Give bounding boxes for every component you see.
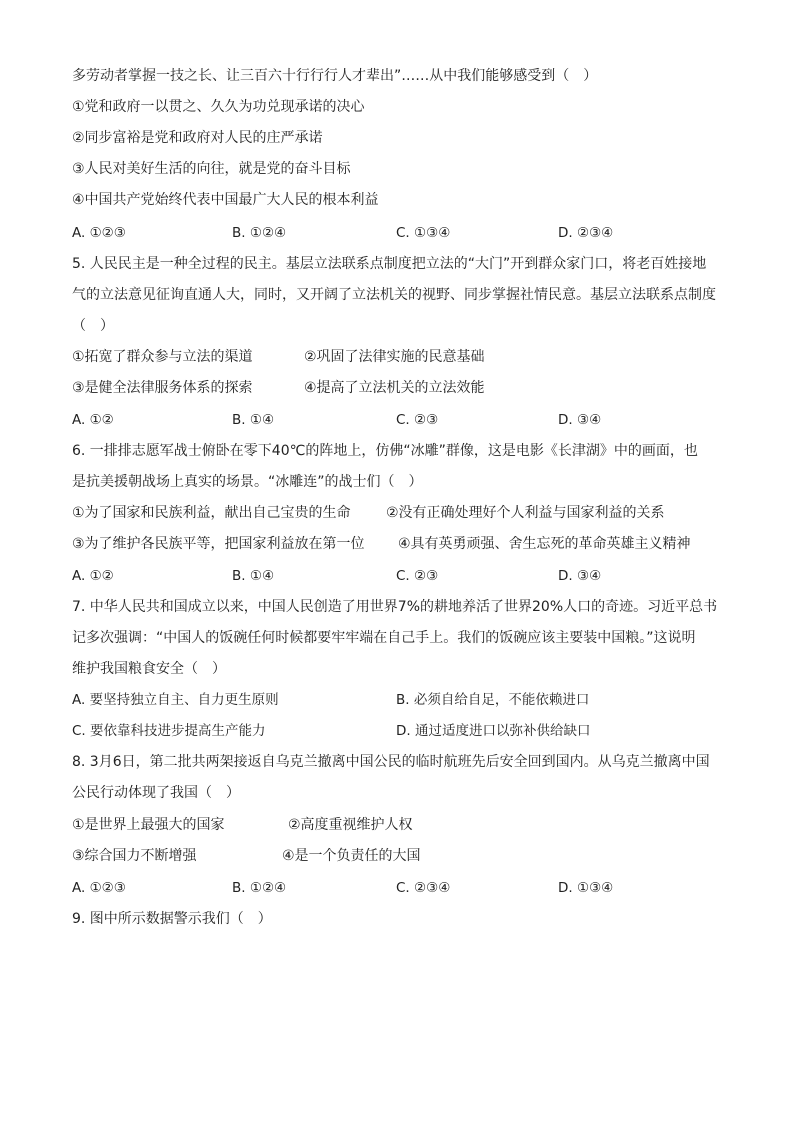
option-d: D. 通过适度进口以弥补供给缺口 bbox=[396, 723, 591, 739]
statement: ③综合国力不断增强 bbox=[72, 848, 197, 864]
question-stem: 气的立法意见征询直通人大，同时，又开阔了立法机关的视野、同步掌握社情民意。基层立法联系点制度 bbox=[72, 287, 716, 303]
question-stem: 5. 人民民主是一种全过程的民主。基层立法联系点制度把立法的“大门”开到群众家门口，将老百姓接地 bbox=[72, 256, 707, 272]
option-b: B. 必须自给自足，不能依赖进口 bbox=[396, 692, 590, 708]
statement: ③是健全法律服务体系的探索 bbox=[72, 380, 253, 396]
option-d: D. ③④ bbox=[558, 568, 602, 584]
option-c: C. ②③ bbox=[396, 568, 439, 584]
statement: ②高度重视维护人权 bbox=[288, 817, 413, 833]
statement: ④具有英勇顽强、舍生忘死的革命英雄主义精神 bbox=[398, 536, 691, 552]
question-stem: 记多次强调：“中国人的饭碗任何时候都要牢牢端在自己手上。我们的饭碗应该主要装中国粮。”这说明 bbox=[72, 630, 696, 646]
question-stem: 6. 一排排志愿军战士俯卧在零下40℃的阵地上，仿佛“冰雕”群像，这是电影《长津湖》中的画面，也 bbox=[72, 443, 698, 459]
option-b: B. ①④ bbox=[232, 568, 275, 584]
question-stem: 7. 中华人民共和国成立以来，中国人民创造了用世界7%的耕地养活了世界20%人口的奇迹。习近平总书 bbox=[72, 599, 718, 615]
statement: ④中国共产党始终代表中国最广大人民的根本利益 bbox=[72, 192, 379, 208]
statement: ④是一个负责任的大国 bbox=[282, 848, 421, 864]
statement: ②没有正确处理好个人利益与国家利益的关系 bbox=[386, 505, 665, 521]
question-stem: 8. 3月6日，第二批共两架接返自乌克兰撤离中国公民的临时航班先后安全回到国内。从乌克兰撤离中国 bbox=[72, 754, 710, 770]
question-stem: （ ） bbox=[72, 318, 114, 334]
statement: ①为了国家和民族利益，献出自己宝贵的生命 bbox=[72, 505, 351, 521]
statement: ①拓宽了群众参与立法的渠道 bbox=[72, 349, 253, 365]
statement: ①党和政府一以贯之、久久为功兑现承诺的决心 bbox=[72, 99, 365, 115]
statement: ②同步富裕是党和政府对人民的庄严承诺 bbox=[72, 130, 323, 146]
option-d: D. ②③④ bbox=[558, 225, 614, 241]
option-a: A. ①② bbox=[72, 412, 114, 428]
option-a: A. ①②③ bbox=[72, 880, 126, 896]
intro-line: 多劳动者掌握一技之长、让三百六十行行行人才辈出”……从中我们能够感受到（ ） bbox=[72, 68, 598, 84]
option-a: A. 要坚持独立自主、自力更生原则 bbox=[72, 692, 279, 708]
statement: ②巩固了法律实施的民意基础 bbox=[304, 349, 485, 365]
option-b: B. ①②④ bbox=[232, 225, 287, 241]
option-b: B. ①④ bbox=[232, 412, 275, 428]
statement: ④提高了立法机关的立法效能 bbox=[304, 380, 485, 396]
option-a: A. ①②③ bbox=[72, 225, 126, 241]
question-stem: 是抗美援朝战场上真实的场景。“冰雕连”的战士们（ ） bbox=[72, 474, 423, 490]
option-d: D. ③④ bbox=[558, 412, 602, 428]
option-a: A. ①② bbox=[72, 568, 114, 584]
statement: ③人民对美好生活的向往，就是党的奋斗目标 bbox=[72, 161, 351, 177]
question-stem: 9. 图中所示数据警示我们（ ） bbox=[72, 911, 272, 927]
statement: ③为了维护各民族平等，把国家利益放在第一位 bbox=[72, 536, 365, 552]
option-c: C. ②③ bbox=[396, 412, 439, 428]
statement: ①是世界上最强大的国家 bbox=[72, 817, 225, 833]
option-b: B. ①②④ bbox=[232, 880, 287, 896]
option-d: D. ①③④ bbox=[558, 880, 614, 896]
option-c: C. ①③④ bbox=[396, 225, 451, 241]
option-c: C. 要依靠科技进步提高生产能力 bbox=[72, 723, 266, 739]
question-stem: 公民行动体现了我国（ ） bbox=[72, 785, 240, 801]
question-stem: 维护我国粮食安全（ ） bbox=[72, 661, 226, 677]
option-c: C. ②③④ bbox=[396, 880, 451, 896]
